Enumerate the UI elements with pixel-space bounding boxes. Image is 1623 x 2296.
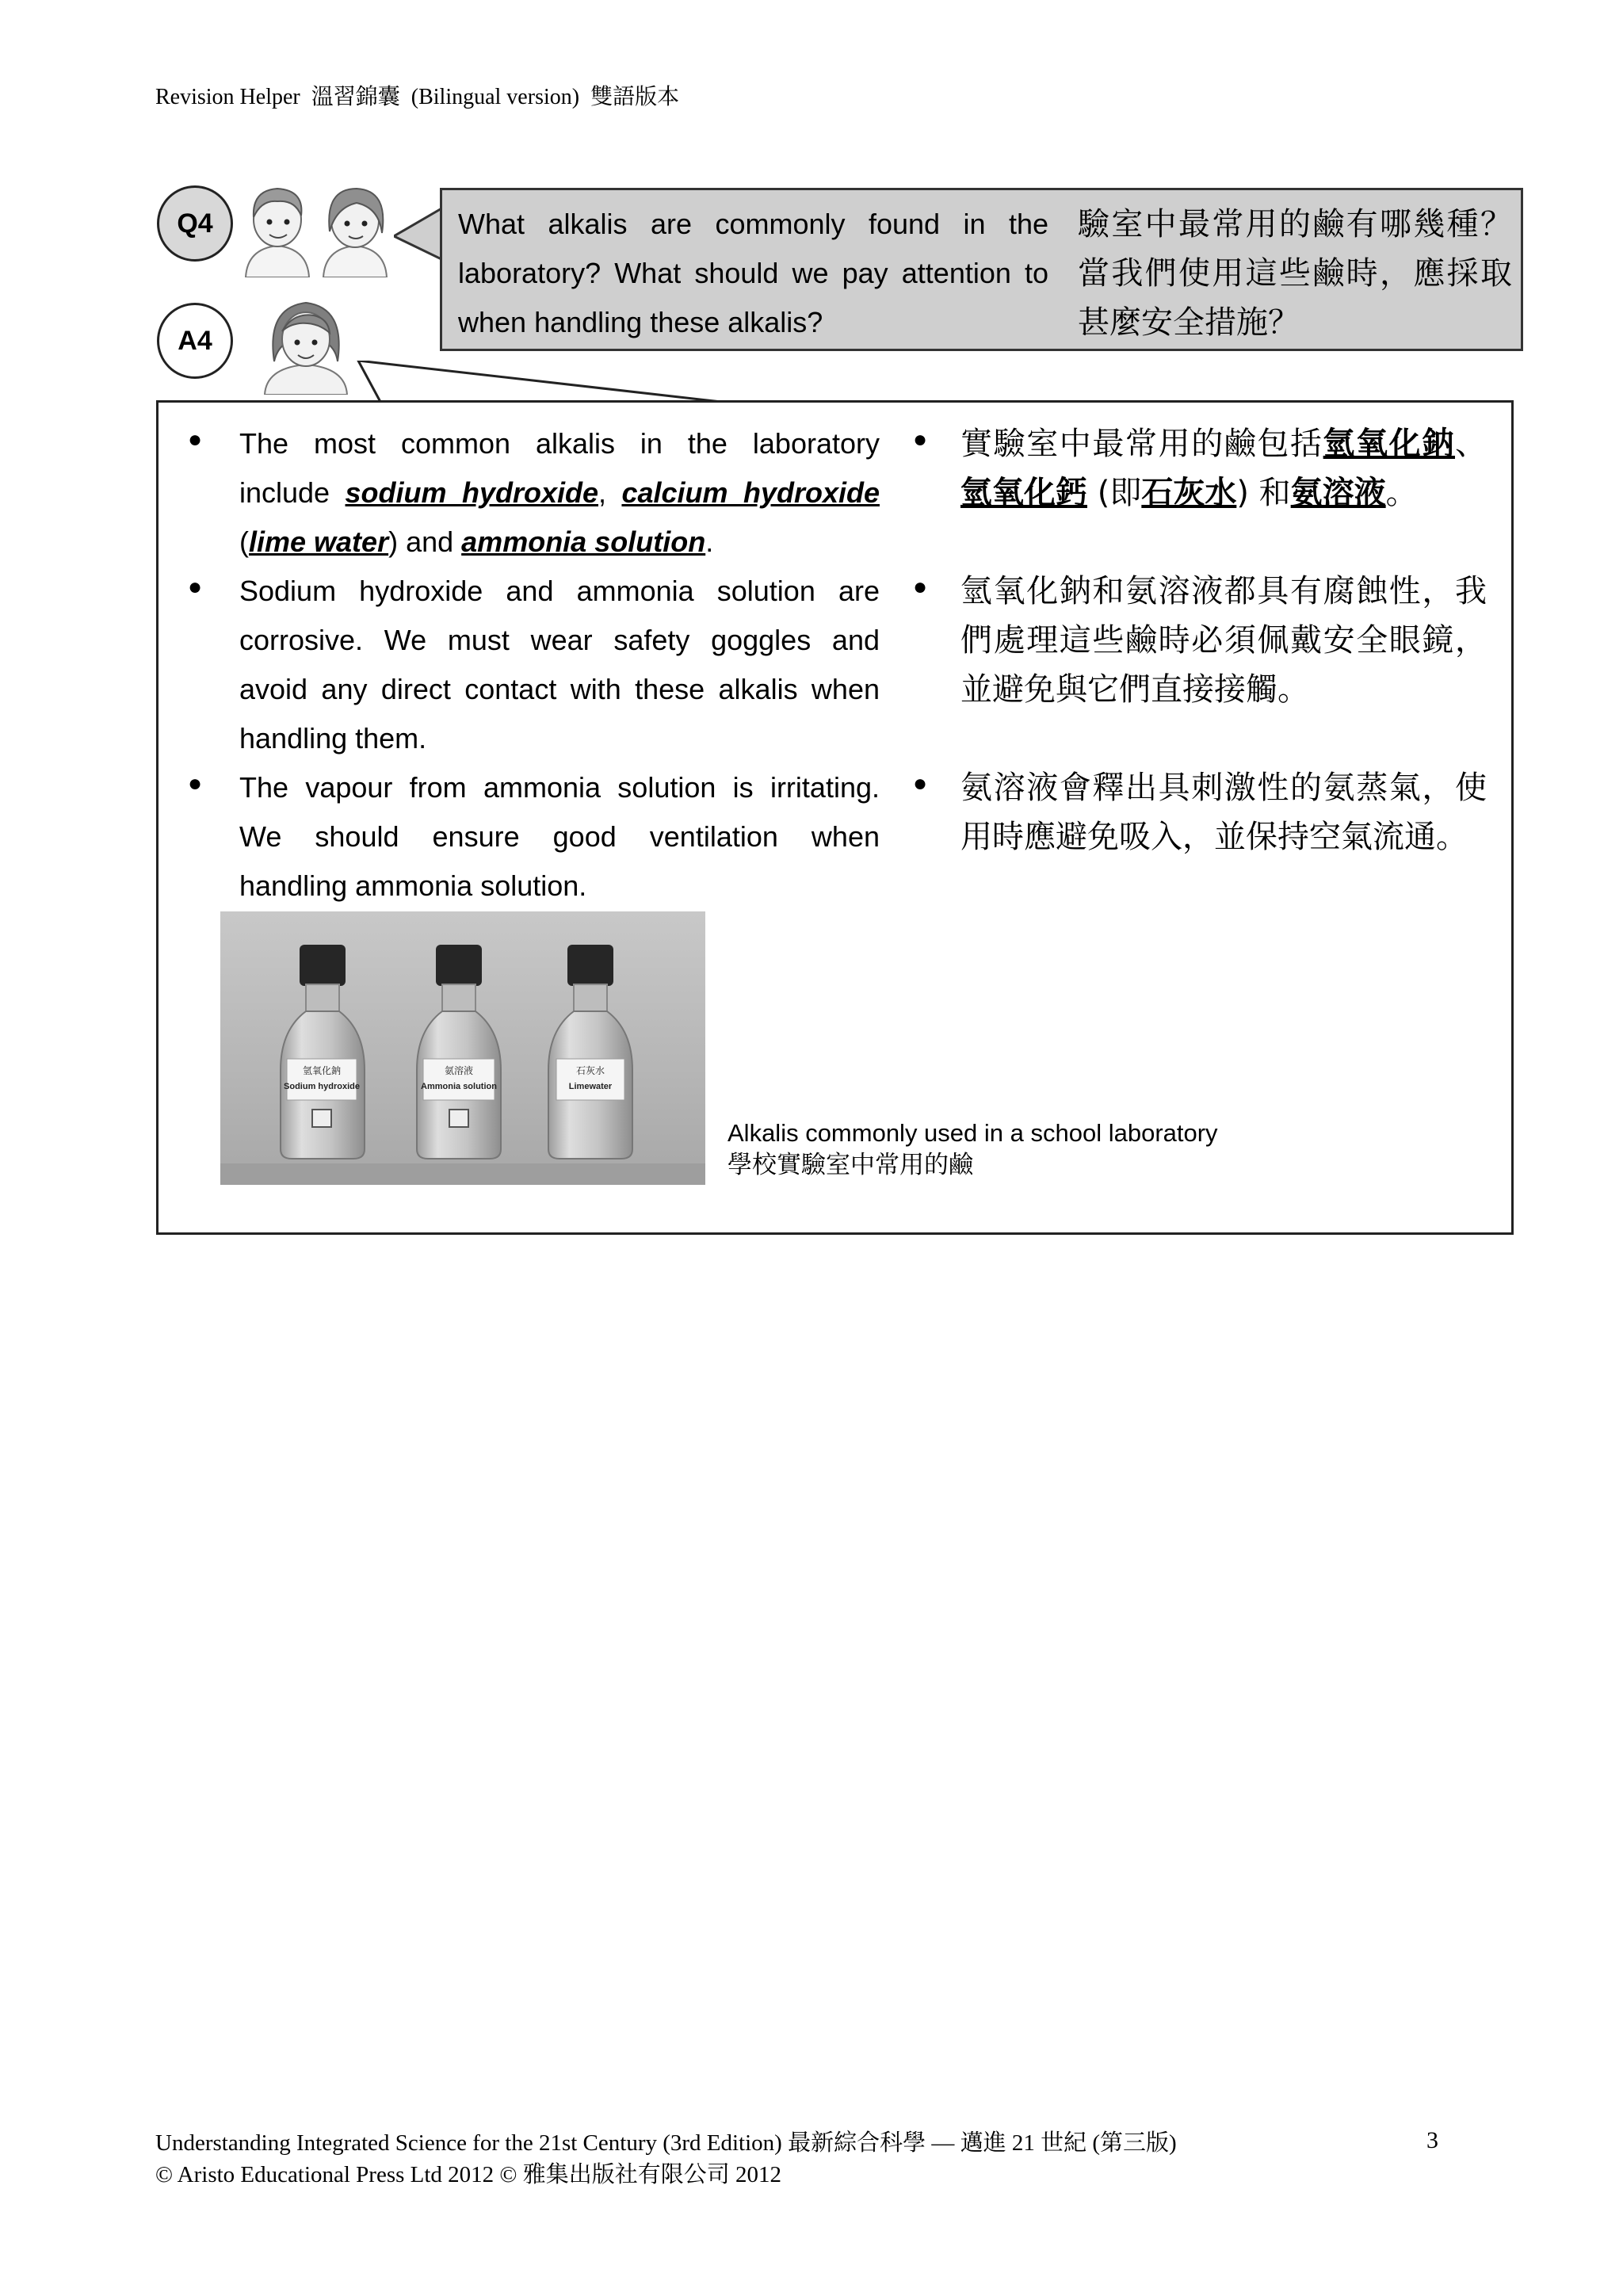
answer-tail	[349, 361, 729, 405]
bottle-label-zh: 氨溶液	[444, 1065, 474, 1076]
bullet-marker: ●	[188, 770, 203, 797]
term-calcium-hydroxide: calcium hydroxide	[621, 476, 880, 509]
answer-point-1-en	[239, 419, 880, 567]
running-header	[155, 79, 690, 111]
bullet-marker: ●	[188, 574, 203, 600]
header-version-en: (Bilingual version)	[411, 85, 580, 109]
question-zh-line: 驗室中最常用的鹼有哪幾種？	[1078, 206, 1512, 243]
answer-en-line: include sodium hydroxide, calcium hydroxide	[239, 476, 880, 509]
bullet-marker: ●	[913, 770, 928, 797]
answer-en-line: The vapour from ammonia solution is irritating.	[239, 771, 880, 804]
bottle-label-en: Limewater	[568, 1082, 613, 1091]
students-icon	[238, 176, 396, 277]
answer-en-line: handling ammonia solution.	[239, 869, 587, 902]
bullet-marker: ●	[188, 426, 203, 453]
caption-en: Alkalis commonly used in a school laboratory	[727, 1119, 1218, 1147]
teacher-icon	[258, 292, 353, 395]
caption-zh: 學校實驗室中常用的鹼	[727, 1151, 973, 1179]
header-title-en: Revision Helper	[155, 85, 300, 109]
question-chinese	[1078, 200, 1512, 347]
answer-en-line: handling them.	[239, 722, 427, 755]
answer-badge: A4	[157, 303, 233, 379]
answer-en-line: avoid any direct contact with these alkalis when	[239, 673, 880, 705]
answer-en-line: We should ensure good ventilation when	[239, 820, 880, 853]
alkali-bottles-photo	[220, 911, 705, 1185]
bottle-label-en: Ammonia solution	[421, 1082, 497, 1091]
answer-zh-line: 們處理這些鹼時必須佩戴安全眼鏡，	[960, 622, 1487, 659]
answer-point-3-en	[239, 763, 880, 911]
answer-zh-line: 用時應避免吸入，並保持空氣流通。	[960, 819, 1468, 855]
bullet-marker: ●	[913, 426, 928, 453]
answer-en-line: (lime water) and ammonia solution.	[239, 525, 714, 558]
page-number: 3	[1426, 2127, 1438, 2153]
header-title-zh: 溫習錦囊	[311, 83, 400, 109]
question-en-line: when handling these alkalis?	[458, 306, 823, 338]
answer-en-line: Sodium hydroxide and ammonia solution are	[239, 575, 880, 607]
term-zh-lime-water: 石灰水	[1141, 475, 1237, 511]
question-zh-line: 當我們使用這些鹼時，應採取	[1078, 255, 1512, 292]
photo-caption	[727, 1117, 1218, 1181]
answer-zh-line: 氫氧化鈣 (即石灰水) 和氨溶液。	[960, 475, 1418, 511]
term-zh-ammonia-solution: 氨溶液	[1290, 475, 1386, 511]
answer-en-line: The most common alkalis in the laboratory	[239, 427, 880, 460]
term-zh-sodium-hydroxide: 氫氧化鈉	[1323, 426, 1456, 462]
question-en-line: laboratory? What should we pay attention to	[458, 257, 1048, 289]
header-version-zh: 雙語版本	[590, 83, 680, 109]
footer-book-title: Understanding Integrated Science for the 21st Century (3rd Edition) 最新綜合科學 — 邁進 21 世紀 (第三版)	[155, 2130, 1177, 2156]
term-sodium-hydroxide: sodium hydroxide	[345, 476, 599, 509]
answer-point-2-zh	[960, 567, 1487, 714]
answer-zh-line: 氨溶液會釋出具刺激性的氨蒸氣，使	[960, 770, 1487, 806]
bottle-label-zh: 石灰水	[575, 1065, 605, 1076]
question-zh-line: 甚麼安全措施？	[1078, 304, 1300, 341]
question-bubble	[440, 188, 1523, 351]
page-footer	[155, 2127, 1463, 2191]
term-ammonia-solution: ammonia solution	[461, 525, 706, 558]
question-en-line: What alkalis are commonly found in the	[458, 208, 1048, 240]
question-badge: Q4	[157, 185, 233, 262]
answer-point-1-zh	[960, 419, 1487, 518]
footer-copyright: © Aristo Educational Press Ltd 2012 © 雅集出版社有限公司 2012	[155, 2162, 781, 2187]
bubble-tail-left	[394, 208, 445, 263]
question-english	[458, 200, 1048, 347]
answer-zh-line: 氫氧化鈉和氨溶液都具有腐蝕性，我	[960, 573, 1487, 609]
bottle-label-zh: 氫氧化鈉	[302, 1065, 342, 1076]
term-lime-water: lime water	[249, 525, 389, 558]
bottle-label-en: Sodium hydroxide	[284, 1082, 360, 1091]
bullet-marker: ●	[913, 574, 928, 600]
answer-zh-line: 並避免與它們直接接觸。	[960, 671, 1309, 708]
term-zh-calcium-hydroxide: 氫氧化鈣	[960, 475, 1087, 511]
answer-zh-line: 實驗室中最常用的鹼包括氫氧化鈉、	[960, 426, 1487, 462]
answer-point-2-en	[239, 567, 880, 763]
answer-point-3-zh	[960, 763, 1487, 861]
answer-en-line: corrosive. We must wear safety goggles and	[239, 624, 880, 656]
